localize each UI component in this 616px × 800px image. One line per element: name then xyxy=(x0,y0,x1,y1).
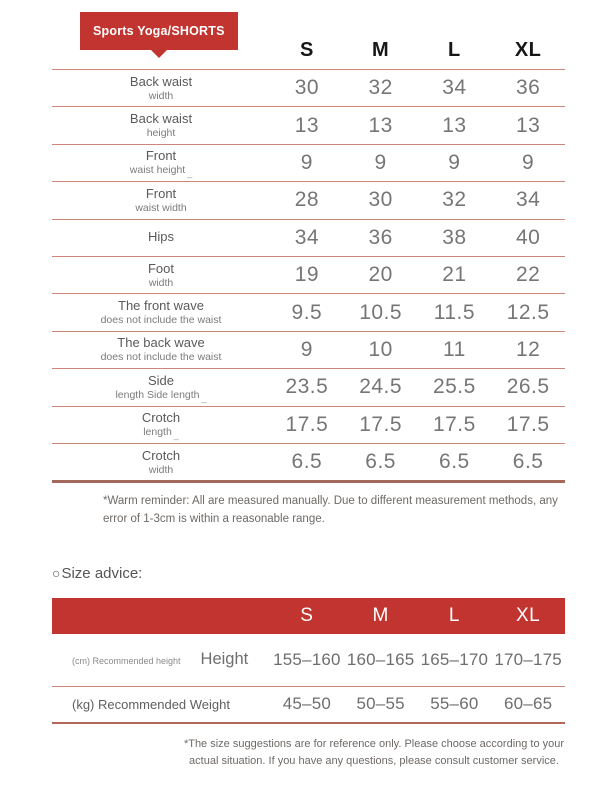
cell-value: 10.5 xyxy=(359,300,403,324)
table-row xyxy=(52,686,565,722)
cell-value: 40 xyxy=(515,225,541,249)
cell-value: 17.5 xyxy=(506,412,550,436)
row-label: Front xyxy=(145,148,177,164)
cell-value: 9 xyxy=(300,150,313,174)
product-badge xyxy=(80,12,238,50)
advice-column-header-l: L xyxy=(448,604,460,626)
cell-value: 10 xyxy=(368,337,393,361)
cell-value: 45–50 xyxy=(282,694,332,714)
cell-value: 32 xyxy=(368,76,393,100)
table-row xyxy=(52,219,565,256)
cell-value: 11 xyxy=(442,337,466,361)
cell-value: 22 xyxy=(515,263,541,287)
cell-value: 32 xyxy=(442,188,467,212)
row-label: Hips xyxy=(147,229,174,245)
table-row xyxy=(52,368,565,405)
cell-value: 25.5 xyxy=(432,375,476,399)
cell-value: 13 xyxy=(368,113,393,137)
row-sublabel: waist width xyxy=(135,201,187,214)
table-row xyxy=(52,256,565,293)
cell-value: 21 xyxy=(442,263,467,287)
column-header-l: L xyxy=(448,39,461,61)
cell-value: 30 xyxy=(294,76,320,100)
cell-value: 155–160 xyxy=(273,649,341,669)
cell-value: 17.5 xyxy=(432,412,476,436)
row-sublabel: width xyxy=(148,463,174,476)
row-label: The back wave xyxy=(117,335,205,351)
table-row xyxy=(52,181,565,218)
cell-value: 9 xyxy=(374,150,387,174)
cell-value: 9 xyxy=(522,150,535,174)
row-label: Front xyxy=(145,185,177,201)
table-row xyxy=(52,106,565,143)
row-sublabel: waist height xyxy=(129,164,186,177)
row-sublabel: width xyxy=(148,89,174,102)
row-label: Back waist xyxy=(129,111,193,127)
cell-value: 13 xyxy=(515,113,541,137)
cell-value: 17.5 xyxy=(285,412,329,436)
cell-value: 12 xyxy=(515,337,541,361)
cell-value: 26.5 xyxy=(506,375,550,399)
cell-value: 34 xyxy=(294,225,320,249)
product-badge-label: Sports Yoga/SHORTS xyxy=(93,24,225,38)
cell-value: 6.5 xyxy=(512,450,544,474)
cell-value: 12.5 xyxy=(506,300,550,324)
cell-value: 50–55 xyxy=(356,694,405,714)
circle-icon: ○ xyxy=(52,565,61,582)
cell-value: 9.5 xyxy=(291,300,323,324)
row-label: Crotch xyxy=(141,410,181,426)
row-sublabel: height xyxy=(146,127,176,140)
cell-value: 23.5 xyxy=(285,375,329,399)
warm-reminder-note: *Warm reminder: All are measured manually. Due to different measurement methods, any error of 1-3cm is within a reasonable range. xyxy=(103,495,558,526)
row-sublabel: does not include the waist xyxy=(100,351,222,364)
advice-table-header xyxy=(52,598,565,634)
table-row xyxy=(52,144,565,181)
size-advice-table xyxy=(52,598,565,724)
row-label: Crotch xyxy=(141,447,181,463)
cell-value: 6.5 xyxy=(365,450,396,474)
cell-value: 6.5 xyxy=(439,450,470,474)
cell-value: 60–65 xyxy=(503,694,553,714)
badge-pointer-icon xyxy=(150,49,168,58)
column-header-m: M xyxy=(372,39,390,61)
table-row xyxy=(52,443,565,480)
row-sublabel: length Side length xyxy=(115,388,200,401)
row-prefix-label: (cm) Recommended height xyxy=(72,656,181,667)
row-label: Height xyxy=(200,650,249,669)
cell-value: 160–165 xyxy=(346,649,415,669)
table-row xyxy=(52,293,565,330)
size-table xyxy=(52,0,565,483)
cell-value: 6.5 xyxy=(291,450,323,474)
cell-value: 20 xyxy=(368,263,393,287)
size-advice-heading-label: Size advice: xyxy=(61,564,143,582)
row-label: Side xyxy=(147,372,175,388)
underscore-mark: _ xyxy=(173,430,179,441)
cell-value: 55–60 xyxy=(430,694,479,714)
cell-value: 34 xyxy=(442,76,467,100)
row-sublabel: length xyxy=(143,426,172,439)
row-label: Back waist xyxy=(129,73,193,89)
cell-value: 38 xyxy=(442,225,467,249)
cell-value: 28 xyxy=(294,188,320,212)
cell-value: 13 xyxy=(442,113,467,137)
advice-column-header-m: M xyxy=(372,604,389,626)
cell-value: 36 xyxy=(515,76,541,100)
row-sublabel: does not include the waist xyxy=(100,313,222,326)
cell-value: 30 xyxy=(368,188,393,212)
cell-value: 165–170 xyxy=(420,649,489,669)
row-label: Foot xyxy=(147,260,174,276)
cell-value: 36 xyxy=(368,225,393,249)
cell-value: 9 xyxy=(448,150,461,174)
size-advice-heading xyxy=(52,565,616,582)
column-header-s: S xyxy=(299,39,314,61)
row-sublabel: width xyxy=(148,276,174,289)
table-row xyxy=(52,634,565,686)
row-label: The front wave xyxy=(118,298,204,314)
underscore-mark: _ xyxy=(201,392,207,403)
cell-value: 17.5 xyxy=(359,412,403,436)
cell-value: 34 xyxy=(515,188,541,212)
advice-column-header-s: S xyxy=(300,604,314,626)
cell-value: 24.5 xyxy=(359,375,403,399)
table-row xyxy=(52,331,565,368)
table-row xyxy=(52,69,565,106)
size-suggestion-note: *The size suggestions are for reference only. Please choose according to your actual situation. If you have any questions, please consult customer service. xyxy=(183,737,565,767)
table-row xyxy=(52,406,565,443)
underscore-mark: _ xyxy=(187,168,193,179)
cell-value: 13 xyxy=(294,113,320,137)
cell-value: 9 xyxy=(300,337,313,361)
row-label: (kg) Recommended Weight xyxy=(72,696,230,712)
cell-value: 19 xyxy=(294,263,320,287)
advice-column-header-xl: XL xyxy=(516,604,541,626)
column-header-xl: XL xyxy=(514,39,542,61)
cell-value: 170–175 xyxy=(494,649,562,669)
cell-value: 11.5 xyxy=(433,300,476,324)
